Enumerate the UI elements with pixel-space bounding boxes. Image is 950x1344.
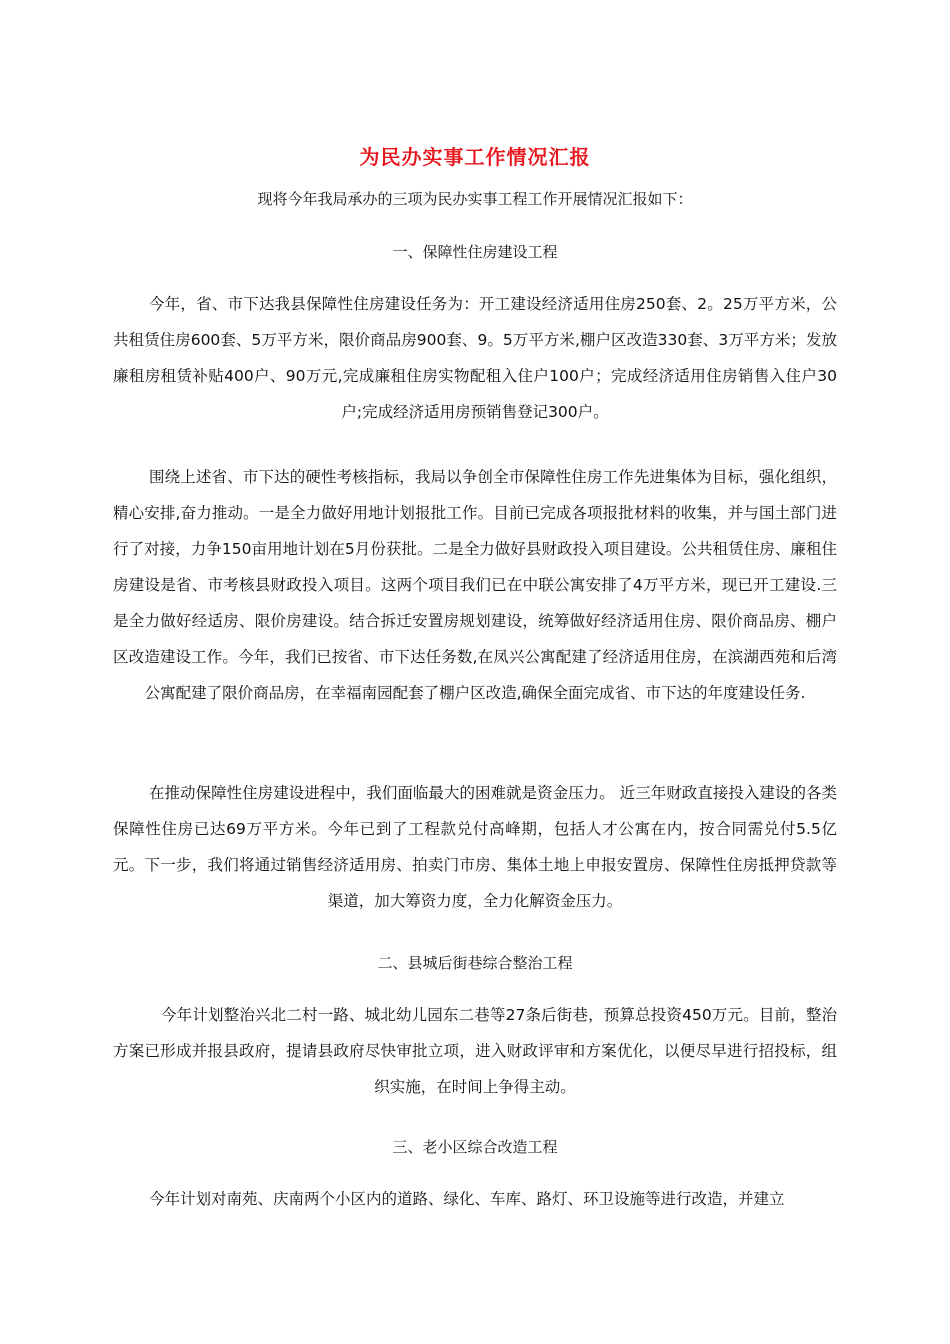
- section-heading-2: 二、县城后街巷综合整治工程: [377, 954, 573, 972]
- document-title: 为民办实事工作情况汇报: [359, 145, 591, 169]
- section-1-paragraph-3: 在推动保障性住房建设进程中，我们面临最大的困难就是资金压力。 近三年财政直接投入建设的各类保障性住房已达69万平方米。今年已到了工程款兑付高峰期，包括人才公寓在内，按合同需兑付5.5亿元。下一步，我们将通过销售经济适用房、拍卖门市房、集体土地上申报安置房、保障性住房抵押贷款等渠道，加大筹资力度，全力化解资金压力。: [113, 784, 837, 910]
- section-2-paragraph-1: 今年计划整治兴北二村一路、城北幼儿园东二巷等27条后街巷，预算总投资450万元。目前，整治方案已形成并报县政府，提请县政府尽快审批立项，进入财政评审和方案优化，以便尽早进行招投标，组织实施，在时间上争得主动。: [113, 1006, 837, 1096]
- intro-paragraph: 现将今年我局承办的三项为民办实事工程工作开展情况汇报如下：: [257, 190, 693, 208]
- section-1-paragraph-1: 今年，省、市下达我县保障性住房建设任务为：开工建设经济适用住房250套、2。25万平方米，公共租赁住房600套、5万平方米，限价商品房900套、9。5万平方米,棚户区改造330套、3万平方米；发放廉租房租赁补贴400户、90万元,完成廉租住房实物配租入住户100户；完成经济适用住房销售入住户30户;完成经济适用房预销售登记300户。: [113, 295, 837, 421]
- section-heading-1: 一、保障性住房建设工程: [392, 243, 558, 261]
- section-3-paragraph-1: 今年计划对南苑、庆南两个小区内的道路、绿化、车库、路灯、环卫设施等进行改造，并建立: [149, 1190, 785, 1208]
- section-1-paragraph-2: 围绕上述省、市下达的硬性考核指标，我局以争创全市保障性住房工作先进集体为目标，强化组织，精心安排,奋力推动。一是全力做好用地计划报批工作。目前已完成各项报批材料的收集，并与国土部门进行了对接，力争150亩用地计划在5月份获批。二是全力做好县财政投入项目建设。公共租赁住房、廉租住房建设是省、市考核县财政投入项目。这两个项目我们已在中联公寓安排了4万平方米，现已开工建设.三是全力做好经适房、限价房建设。结合拆迁安置房规划建设，统筹做好经济适用住房、限价商品房、棚户区改造建设工作。今年，我们已按省、市下达任务数,在凤兴公寓配建了经济适用住房，在滨湖西苑和后湾公寓配建了限价商品房，在幸福南园配套了棚户区改造,确保全面完成省、市下达的年度建设任务.: [113, 468, 837, 702]
- section-heading-3: 三、老小区综合改造工程: [392, 1138, 558, 1156]
